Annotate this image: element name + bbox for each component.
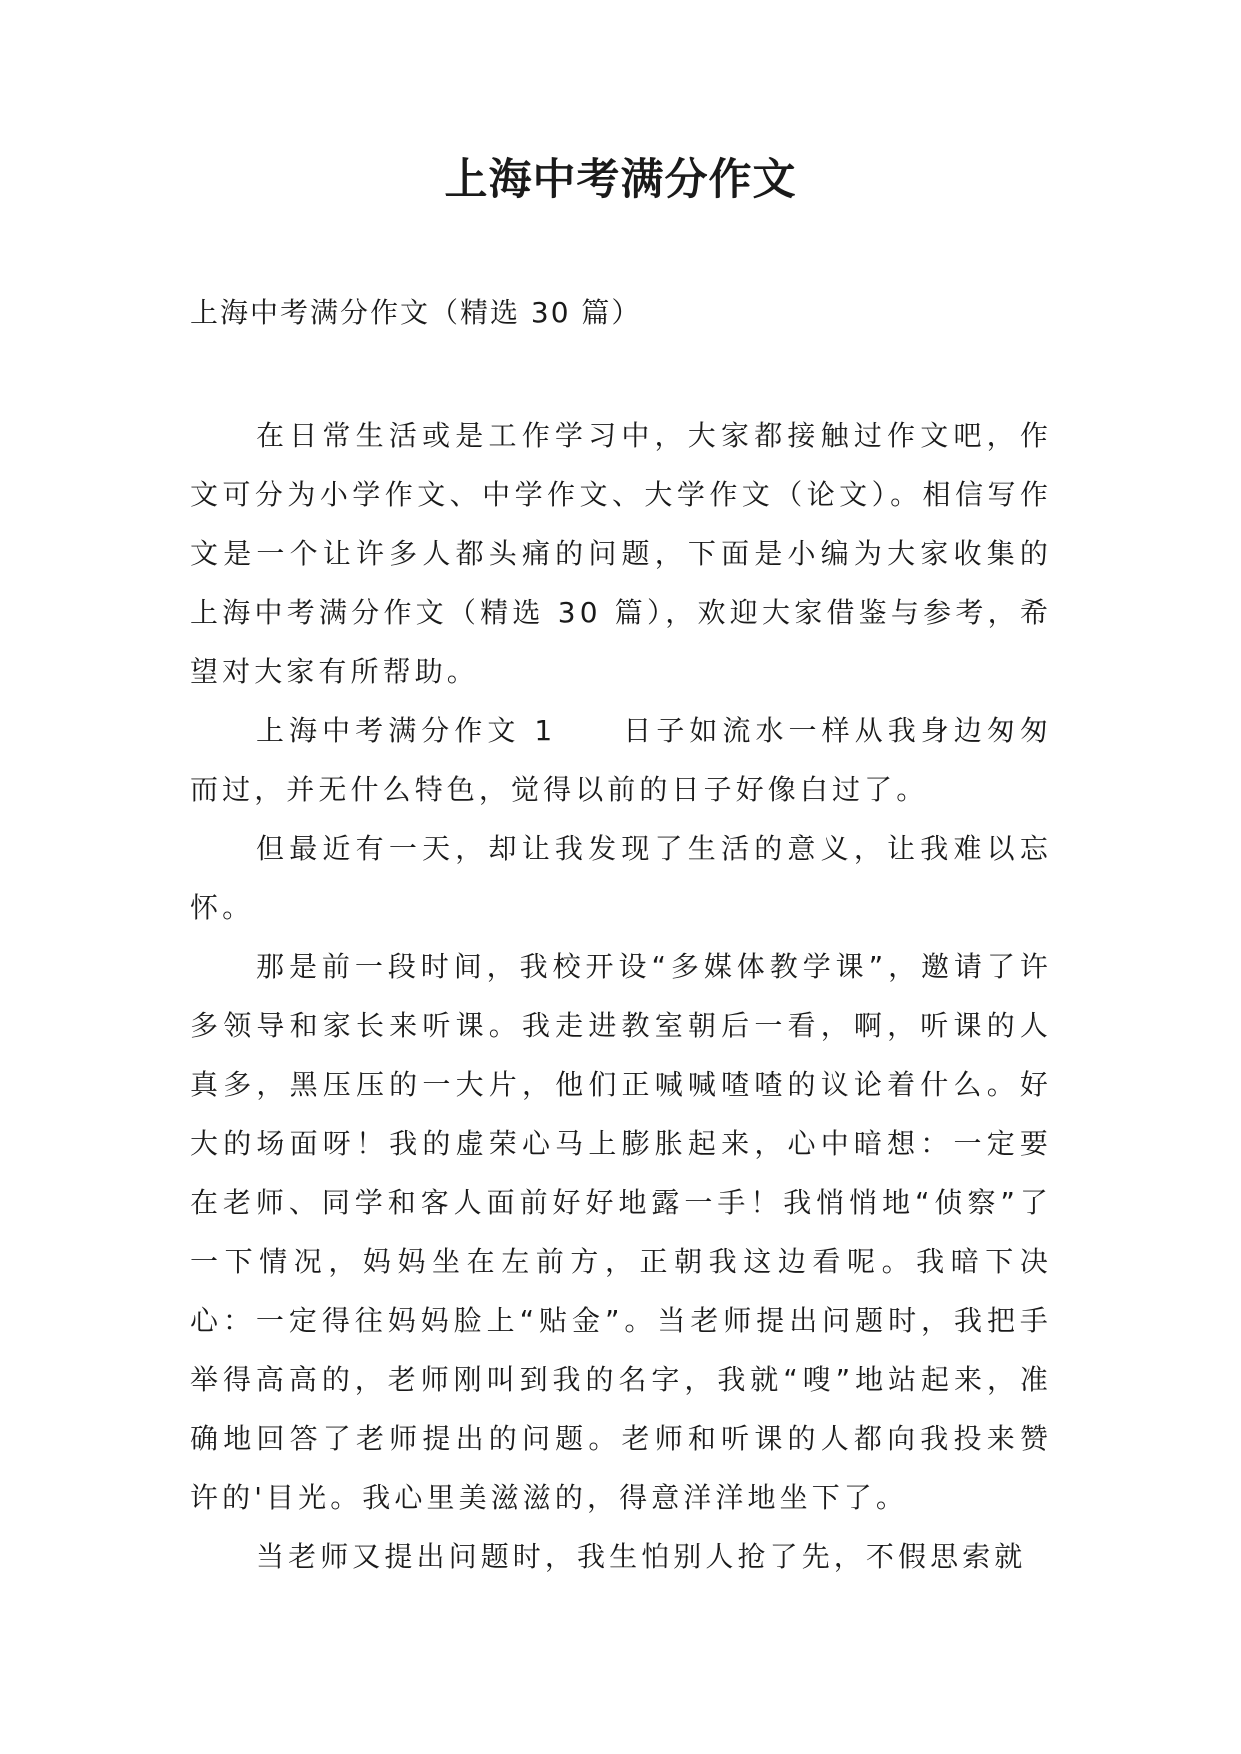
document-subtitle: 上海中考满分作文（精选 30 篇） — [190, 296, 642, 329]
paragraph-3: 那是前一段时间，我校开设“多媒体教学课”，邀请了许多领导和家长来听课。我走进教室朝后一看，啊，听课的人真多，黑压压的一大片，他们正喊喊喳喳的议论着什么。好大的场面呀！我的虚荣心马上膨胀起来，心中暗想：一定要在老师、同学和客人面前好好地露一手！我悄悄地“侦察”了一下情况，妈妈坐在左前方，正朝我这边看呢。我暗下决心：一定得往妈妈脸上“贴金”。当老师提出问题时，我把手举得高高的，老师刚叫到我的名字，我就“嗖”地站起来，准确地回答了老师提出的问题。老师和听课的人都向我投来赞许的'目光。我心里美滋滋的，得意洋洋地坐下了。 — [190, 950, 1052, 1514]
document-body — [190, 406, 1052, 1586]
document-title: 上海中考满分作文 — [444, 155, 797, 205]
paragraph-essay-1-opening: 上海中考满分作文 1 日子如流水一样从我身边匆匆而过，并无什么特色，觉得以前的日子好像白过了。 — [190, 714, 1052, 806]
paragraph-4: 当老师又提出问题时，我生怕别人抢了先，不假思索就 — [256, 1540, 1027, 1573]
paragraph-2: 但最近有一天，却让我发现了生活的意义，让我难以忘怀。 — [190, 832, 1052, 924]
paragraph-intro: 在日常生活或是工作学习中，大家都接触过作文吧，作文可分为小学作文、中学作文、大学作文（论文）。相信写作文是一个让许多人都头痛的问题，下面是小编为大家收集的上海中考满分作文（精选 30 篇），欢迎大家借鉴与参考，希望对大家有所帮助。 — [190, 419, 1052, 688]
